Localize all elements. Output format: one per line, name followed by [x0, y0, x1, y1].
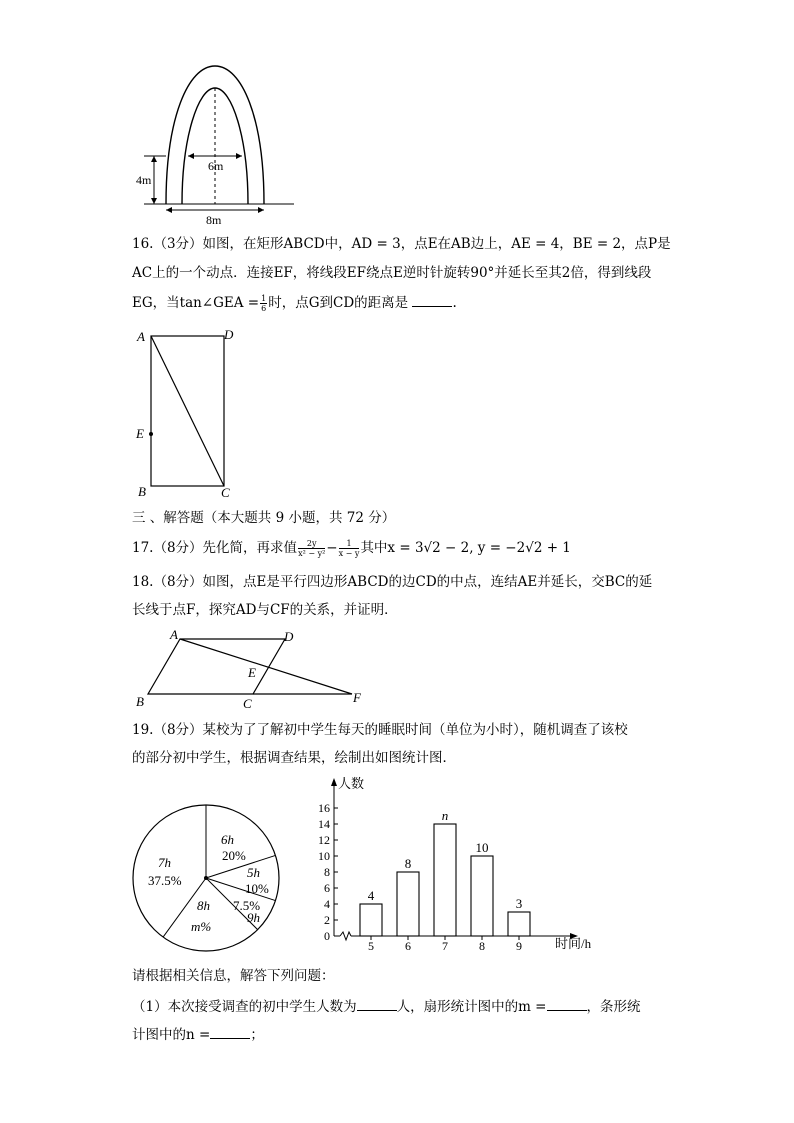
y-tick-label: 0: [324, 929, 330, 943]
q19-1-line1: [132, 996, 641, 1017]
pie-label-9h: 9h: [247, 910, 260, 925]
parallelogram-figure: [130, 626, 380, 712]
q17-f2-den: x − y: [338, 549, 360, 558]
bar-data-label: n: [441, 808, 449, 823]
x-axis-title: 时间/h: [555, 936, 592, 951]
rectangle-figure: [130, 322, 250, 504]
q19-line1: 19.（8分）某校为了了解初中学生每天的睡眠时间（单位为小时），随机调查了该校: [132, 722, 628, 738]
label-e: E: [136, 426, 144, 441]
bar: [471, 856, 493, 936]
label-b: B: [138, 484, 146, 499]
q16-line2: AC上的一个动点．连接EF，将线段EF绕点E逆时针旋转90°并延长至其2倍，得到线段: [132, 265, 652, 281]
pie-pct-8h: m%: [191, 919, 212, 934]
q19-1-blank-n[interactable]: [210, 1024, 250, 1039]
y-tick-label: 12: [318, 833, 330, 847]
y-tick-label: 14: [318, 817, 330, 831]
bar-data-label: 10: [475, 840, 489, 855]
diagonal-ac: [151, 336, 224, 486]
q17-f2-num: 1: [339, 539, 360, 549]
y-axis-title: 人数: [338, 776, 365, 791]
q17-f1-num: 2y: [298, 539, 325, 549]
q16-fraction: [260, 294, 267, 313]
y-axis-arrow: [331, 778, 337, 786]
label-c2: C: [243, 696, 252, 711]
x-tick-label: 9: [516, 939, 522, 952]
line-af: [180, 639, 352, 694]
x-tick-label: 7: [442, 939, 448, 952]
label-e2: E: [248, 665, 256, 680]
q17-mid: 其中x = 3√2 − 2, y = −2√2 + 1: [360, 540, 571, 556]
q16-line1: 16.（3分）如图，在矩形ABCD中，AD = 3，点E在AB边上，AE = 4，BE = 2，点P是: [132, 236, 671, 252]
bar: [397, 872, 419, 936]
q17-fraction-2: [339, 539, 360, 558]
q19-1-blank-m[interactable]: [547, 996, 587, 1011]
label-c: C: [221, 485, 230, 500]
q19-1-p2: ，条形统: [586, 999, 641, 1015]
pie-label-5h: 5h: [247, 865, 260, 880]
bar: [434, 824, 456, 936]
label-d2: D: [284, 629, 294, 644]
label-b2: B: [136, 694, 144, 709]
q16-frac-den: 6: [261, 304, 267, 313]
point-e: [149, 432, 153, 436]
y-tick-label: 2: [324, 913, 330, 927]
q19-1-blank-count[interactable]: [357, 996, 397, 1011]
x-tick-label: 6: [405, 939, 411, 952]
q19-line2: 的部分初中学生，根据调查结果，绘制出如图统计图．: [132, 750, 456, 766]
axis-break: [340, 932, 351, 940]
arch-figure: [130, 58, 300, 230]
q16-line3-post: 时，点G到CD的距离是: [268, 295, 409, 311]
after-chart-text: 请根据相关信息，解答下列问题：: [132, 968, 335, 984]
label-f2: F: [353, 690, 361, 705]
bar: [360, 904, 382, 936]
q19-1-line2-text: 计图中的n =: [132, 1027, 211, 1043]
q17-minus: −: [326, 540, 338, 556]
q16-frac-num: 1: [261, 294, 267, 303]
bar-data-label: 3: [515, 896, 523, 911]
q17-pre: 17.（8分）先化简，再求值: [132, 540, 298, 556]
q19-1-line2: [132, 1024, 264, 1045]
section-3-heading: 三 、解答题（本大题共 9 小题，共 72 分）: [132, 510, 396, 526]
q19-1-pre: （1）本次接受调查的初中学生人数为: [132, 999, 357, 1015]
y-tick-label: 16: [318, 801, 330, 815]
outer-width-label: 8m: [206, 213, 222, 227]
pie-pct-7h: 37.5%: [148, 873, 182, 888]
label-a2: A: [170, 627, 178, 642]
q17-f1-den: x² − y²: [298, 549, 326, 558]
q16-line3: [132, 292, 457, 313]
pie-pct-6h: 20%: [222, 848, 246, 863]
height-label: 4m: [136, 173, 152, 187]
q18-line1: 18.（8分）如图，点E是平行四边形ABCD的边CD的中点，连结AE并延长，交BC的延: [132, 574, 653, 590]
q17-line: [132, 538, 571, 558]
label-d: D: [224, 327, 234, 342]
y-tick-label: 10: [318, 849, 330, 863]
y-tick-label: 4: [324, 897, 330, 911]
pie-label-6h: 6h: [221, 832, 234, 847]
bar-data-label: 8: [404, 856, 412, 871]
pie-pct-9h: 7.5%: [233, 898, 261, 913]
q19-1-p1: 人，扇形统计图中的m =: [396, 999, 547, 1015]
q16-line3-end: .: [452, 295, 457, 311]
q19-1-end: ；: [250, 1027, 264, 1043]
pie-pct-5h: 10%: [245, 881, 269, 896]
q17-fraction-1: [298, 539, 325, 558]
q18-line2: 长线于点F，探究AD与CF的关系，并证明．: [132, 602, 398, 618]
pie-label-8h: 8h: [197, 898, 210, 913]
bar-chart: [310, 772, 600, 952]
x-tick-label: 5: [368, 939, 374, 952]
x-tick-label: 8: [479, 939, 485, 952]
q16-answer-blank[interactable]: [412, 292, 452, 307]
y-tick-label: 8: [324, 865, 330, 879]
y-tick-label: 6: [324, 881, 330, 895]
label-a: A: [137, 329, 145, 344]
pie-chart: [130, 800, 290, 960]
pie-label-7h: 7h: [158, 855, 171, 870]
bar-data-label: 4: [367, 888, 375, 903]
arch-outer: [166, 66, 264, 204]
inner-width-label: 6m: [208, 159, 224, 173]
bar: [508, 912, 530, 936]
q16-line3-pre: EG，当tan∠GEA =: [132, 295, 260, 311]
